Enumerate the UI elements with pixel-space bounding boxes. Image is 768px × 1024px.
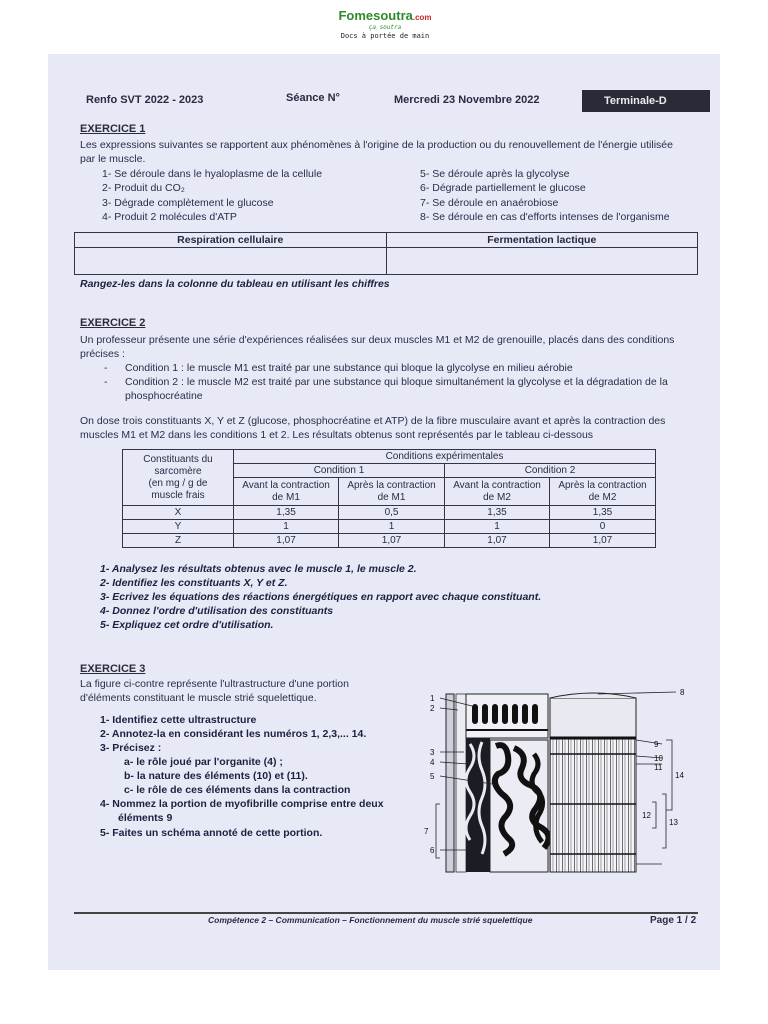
- ex2-cond-1: Condition 1 : le muscle M1 est traité par une substance qui bloque la glycolyse en milieu aérobie: [125, 362, 573, 374]
- ex2-question-2: 2- Identifiez les constituants X, Y et Z.: [100, 577, 288, 589]
- table-cell: 1: [234, 520, 339, 534]
- corner-line: sarcomère: [154, 465, 202, 477]
- footer-divider: [74, 912, 698, 914]
- ex3-title: EXERCICE 3: [80, 663, 146, 675]
- logo-name: Fomesoutra: [338, 8, 413, 23]
- exam-sheet: [48, 54, 720, 970]
- subheader-line: Après la contraction: [347, 479, 436, 491]
- table-cell: 1,07: [339, 534, 445, 548]
- label-8: 8: [680, 688, 685, 697]
- muscle-ultrastructure-figure: [418, 684, 688, 879]
- table-condition-1: Condition 1: [234, 464, 445, 478]
- table-cell: 0,5: [339, 506, 445, 520]
- label-13: 13: [669, 818, 678, 827]
- ex2-intro-1: Un professeur présente une série d'expériences réalisées sur deux muscles M1 et M2 de grenouille, placés dans des conditions: [80, 334, 675, 346]
- ex2-dose-2: muscles M1 et M2 dans les conditions 1 et 2. Les résultats obtenus sont représentés par le tableau ci-dessous: [80, 429, 594, 441]
- subheader-line: de M1: [377, 491, 406, 503]
- subheader-line: de M2: [588, 491, 617, 503]
- table-cell: 1,07: [234, 534, 339, 548]
- ex2-question-3: 3- Ecrivez les équations des réactions énergétiques en rapport avec chaque constituant.: [100, 591, 542, 603]
- header-class: Terminale-D: [582, 90, 710, 112]
- table-subheader: [550, 478, 656, 506]
- header-course: Renfo SVT 2022 - 2023: [86, 94, 204, 106]
- corner-line: (en mg / g de: [148, 477, 208, 489]
- ex2-intro-2: précises :: [80, 348, 125, 360]
- label-12: 12: [642, 811, 651, 820]
- ex3-question-4b: éléments 9: [118, 812, 173, 824]
- ex3-question-2: 2- Annotez-la en considérant les numéros 1, 2,3,... 14.: [100, 728, 367, 740]
- row-label: Y: [123, 520, 234, 534]
- label-4: 4: [430, 758, 435, 767]
- table-condition-2: Condition 2: [444, 464, 655, 478]
- table-subheader: [444, 478, 549, 506]
- table-row: [123, 520, 656, 534]
- table-cell: 1,35: [444, 506, 549, 520]
- ex3-question-3c: c- le rôle de ces éléments dans la contraction: [124, 784, 351, 796]
- header-date: Mercredi 23 Novembre 2022: [394, 94, 540, 106]
- ex1-instruction: Rangez-les dans la colonne du tableau en utilisant les chiffres: [80, 278, 390, 290]
- footer-competence: Compétence 2 – Communication – Fonctionnement du muscle strié squelettique: [208, 915, 533, 925]
- label-3: 3: [430, 748, 435, 757]
- ex2-title: EXERCICE 2: [80, 317, 146, 329]
- table-subheader: [339, 478, 445, 506]
- membrane-layer: [456, 694, 466, 872]
- ex2-question-5: 5- Expliquez cet ordre d'utilisation.: [100, 619, 274, 631]
- table-cell: 1: [339, 520, 445, 534]
- ex1-item-6: 6- Dégrade partiellement le glucose: [420, 182, 586, 194]
- table-corner: [123, 450, 234, 506]
- label-7: 7: [424, 827, 429, 836]
- ex1-col-respiration: Respiration cellulaire: [75, 233, 387, 248]
- ex1-cell-fermentation: [386, 248, 698, 275]
- bullet: -: [104, 376, 108, 388]
- label-10: 10: [654, 754, 663, 763]
- ex1-item-2: 2- Produit du CO₂: [102, 182, 185, 194]
- label-2: 2: [430, 704, 435, 713]
- label-9: 9: [654, 740, 659, 749]
- label-14: 14: [675, 771, 684, 780]
- table-row: [123, 534, 656, 548]
- subheader-line: Avant la contraction: [242, 479, 330, 491]
- subheader-line: de M2: [483, 491, 511, 503]
- row-label: Z: [123, 534, 234, 548]
- ex3-question-4a: 4- Nommez la portion de myofibrille comprise entre deux: [100, 798, 384, 810]
- label-5: 5: [430, 772, 435, 781]
- subheader-line: Après la contraction: [558, 479, 647, 491]
- table-cell: 1,07: [550, 534, 656, 548]
- table-row: [123, 506, 656, 520]
- ex3-question-5: 5- Faites un schéma annoté de cette portion.: [100, 827, 323, 839]
- logo-slogan: ça soutra: [368, 24, 402, 31]
- ex1-item-1: 1- Se déroule dans le hyaloplasme de la cellule: [102, 168, 323, 180]
- logo-tagline: Docs à portée de main: [340, 32, 430, 40]
- table-cell: 1,07: [444, 534, 549, 548]
- ex2-cond-2a: Condition 2 : le muscle M2 est traité par une substance qui bloque simultanément la glycolyse et la dégradation de la: [125, 376, 668, 388]
- ex3-question-3b: b- la nature des éléments (10) et (11).: [124, 770, 308, 782]
- ex1-item-5: 5- Se déroule après la glycolyse: [420, 168, 570, 180]
- corner-line: Constituants du: [143, 453, 213, 465]
- row-label: X: [123, 506, 234, 520]
- table-conditions-header: Conditions expérimentales: [234, 450, 656, 464]
- table-cell: 1,35: [550, 506, 656, 520]
- table-cell: 1: [444, 520, 549, 534]
- ex2-question-4: 4- Donnez l'ordre d'utilisation des constituants: [100, 605, 334, 617]
- label-11: 11: [654, 763, 663, 772]
- corner-line: muscle frais: [151, 489, 205, 501]
- table-cell: 1,35: [234, 506, 339, 520]
- ex1-intro-1: Les expressions suivantes se rapportent aux phénomènes à l'origine de la production ou du renouvellement de l'énergie utilisée: [80, 139, 673, 151]
- sarcolemma: [446, 694, 454, 872]
- ex1-item-7: 7- Se déroule en anaérobiose: [420, 197, 559, 209]
- subheader-line: de M1: [272, 491, 300, 503]
- site-logo: [320, 8, 450, 42]
- ex2-dose-1: On dose trois constituants X, Y et Z (glucose, phosphocréatine et ATP) de la fibre musculaire avant et après la contraction des: [80, 415, 666, 427]
- ex1-intro-2: par le muscle.: [80, 153, 146, 165]
- table-subheader: [234, 478, 339, 506]
- ex3-intro-1: La figure ci-contre représente l'ultrastructure d'une portion: [80, 678, 349, 690]
- footer-page: Page 1 / 2: [650, 915, 697, 926]
- label-1: 1: [430, 694, 435, 703]
- ex2-table: [122, 449, 656, 548]
- bullet: -: [104, 362, 108, 374]
- ex1-title: EXERCICE 1: [80, 123, 146, 135]
- ex1-item-3: 3- Dégrade complètement le glucose: [102, 197, 274, 209]
- ex2-cond-2b: phosphocréatine: [125, 390, 203, 402]
- ex1-table: [74, 232, 698, 275]
- ex3-intro-2: d'éléments constituant le muscle strié squelettique.: [80, 692, 317, 704]
- label-6: 6: [430, 846, 435, 855]
- table-cell: 0: [550, 520, 656, 534]
- ex3-question-3: 3- Précisez :: [100, 742, 162, 754]
- logo-suffix: .com: [412, 13, 432, 22]
- ex1-col-fermentation: Fermentation lactique: [386, 233, 698, 248]
- ex3-question-3a: a- le rôle joué par l'organite (4) ;: [124, 756, 283, 768]
- header-seance: Séance N°: [286, 92, 340, 104]
- ex2-question-1: 1- Analysez les résultats obtenus avec le muscle 1, le muscle 2.: [100, 563, 417, 575]
- ex1-cell-respiration: [75, 248, 387, 275]
- ex3-question-1: 1- Identifiez cette ultrastructure: [100, 714, 257, 726]
- ex1-item-8: 8- Se déroule en cas d'efforts intenses de l'organisme: [420, 211, 670, 223]
- subheader-line: Avant la contraction: [453, 479, 541, 491]
- ex1-item-4: 4- Produit 2 molécules d'ATP: [102, 211, 237, 223]
